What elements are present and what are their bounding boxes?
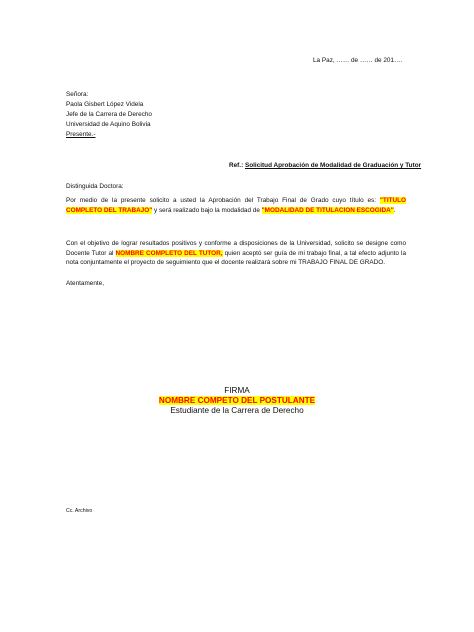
paragraph1-text-a: Por medio de la presente solicito a usted la Aprobación del Trabajo Final de Grado cuyo título es: (66, 197, 380, 204)
recipient-salutation: Señora: (66, 91, 89, 98)
paragraph2-text-a: Con el objetivo de lograr resultados positivos y conforme a disposiciones de la Universidad, solicito se designe como Docente Tutor al (66, 240, 406, 257)
paragraph2-text-b: quien aceptó ser guía de mi trabajo final, a tal efecto adjunto la nota conjuntamente el proyecto de seguimiento que el docente realizará sobre mi TRABAJO FINAL DE GRADO. (66, 249, 407, 267)
date-line: La Paz, …… de …… de 201…. (313, 57, 403, 64)
placeholder-tutor: NOMBRE COMPLETO DEL TUTOR, (115, 249, 223, 257)
paragraph1-text-b: y será realizado bajo la modalidad de (152, 206, 262, 214)
cc-line: Cc. Archivo (66, 508, 93, 514)
closing: Atentamente, (66, 280, 105, 287)
signature-student-name-row (0, 396, 474, 406)
recipient-institution: Universidad de Aquino Bolivia (66, 121, 151, 128)
reference-subject: Solicitud Aprobación de Modalidad de Graduación y Tutor (244, 162, 422, 169)
placeholder-title: "TITULO COMPLETO DEL TRABAJO" (66, 197, 406, 214)
paragraph1-text-c: . (393, 206, 396, 214)
signature-firma: FIRMA (224, 386, 250, 395)
recipient-name: Paola Gisbert López Videla (66, 101, 144, 108)
signature-student-role: Estudiante de la Carrera de Derecho (170, 406, 304, 415)
placeholder-student-name: NOMBRE COMPETO DEL POSTULANTE (158, 396, 316, 405)
placeholder-modality: "MODALIDAD DE TITULACION ESCOGIDA" (261, 206, 394, 214)
reference-prefix: Ref.: (229, 162, 244, 169)
greeting: Distinguida Doctora: (66, 183, 124, 190)
paragraph-tutor-request (66, 239, 406, 268)
paragraph-title-request (66, 196, 406, 215)
recipient-presente: Presente.- (66, 131, 96, 138)
recipient-position: Jefe de la Carrera de Derecho (66, 111, 152, 118)
reference-line (229, 161, 421, 171)
